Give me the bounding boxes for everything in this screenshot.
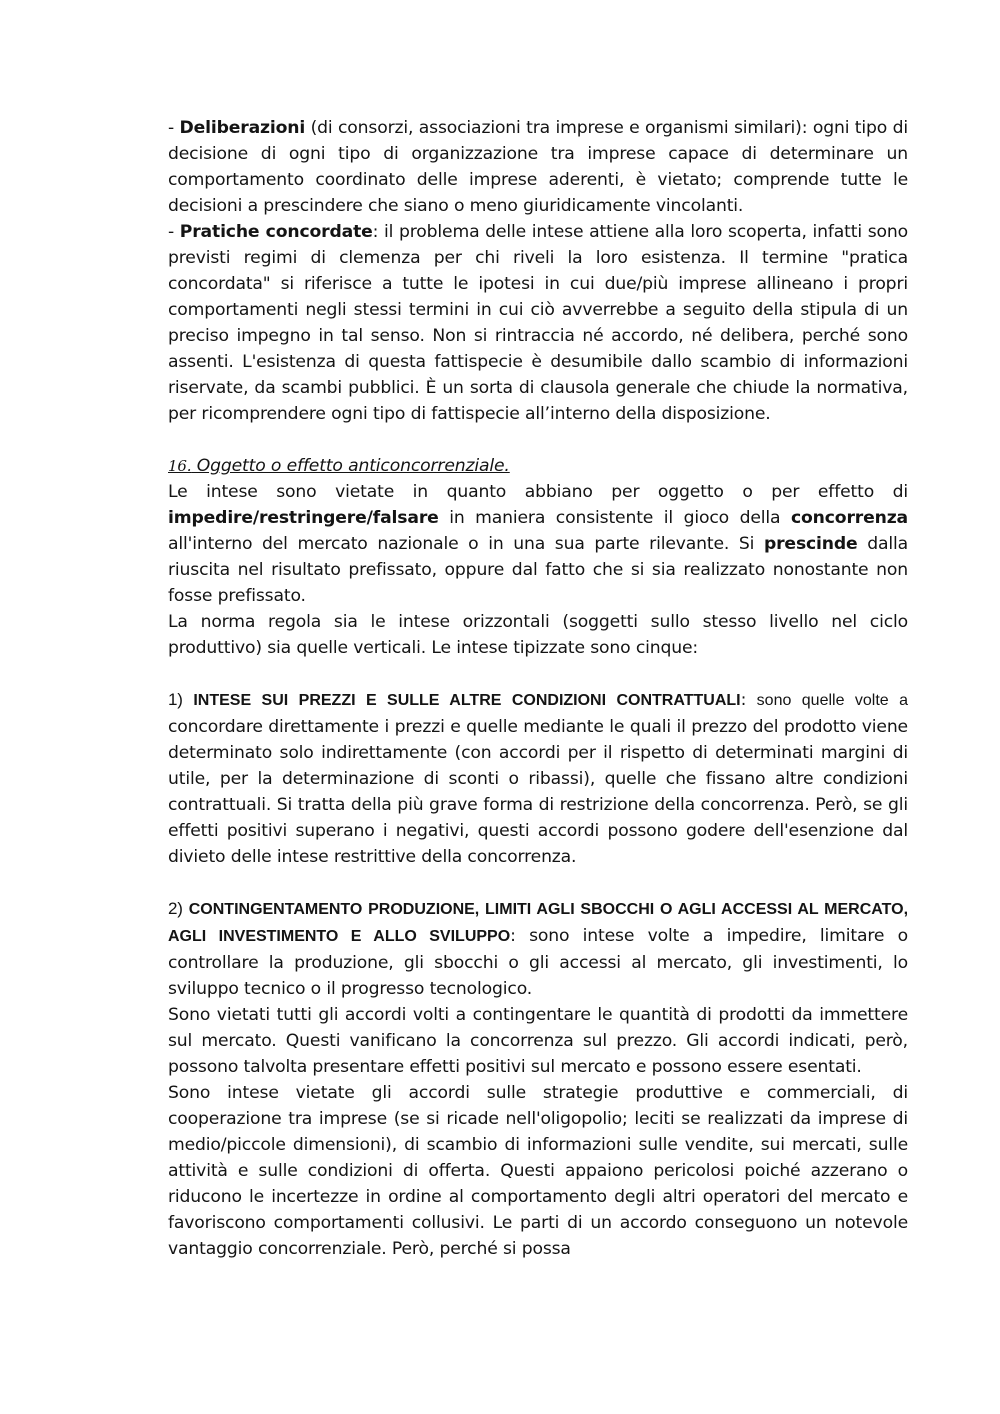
- paragraph-norma: La norma regola sia le intese orizzontali (soggetti sullo stesso livello nel ciclo produttivo) sia quelle verticali. Le intese tipizzate sono cinque:: [168, 612, 908, 658]
- term-pratiche-concordate: Pratiche concordate: [179, 222, 373, 242]
- spacer: [168, 427, 908, 453]
- spacer: [168, 661, 908, 687]
- spacer: [168, 870, 908, 896]
- list-item-1: 1) INTESE SUI PREZZI E SULLE ALTRE CONDIZIONI CONTRATTUALI: sono quelle volte a concordare direttamente i prezzi e quelle mediante le quali il prezzo del prodotto viene determinato solo indirettamente (con accordi per il rispetto di determinati margini di utile, per la determinazione di sconti o ribassi), quelle che fissano altre condizioni contrattuali. Si tratta della più grave forma di restrizione della concorrenza. Però, se gli effetti positivi superano i negativi, questi accordi possono godere dell'esenzione dal divieto delle intese restrittive della concorrenza.: [168, 690, 909, 867]
- document-page: [168, 115, 908, 1262]
- list-item-1-heading: INTESE SUI PREZZI E SULLE ALTRE CONDIZIONI CONTRATTUALI: [193, 692, 741, 709]
- paragraph-contingentare: Sono vietati tutti gli accordi volti a contingentare le quantità di prodotti da immettere sul mercato. Questi vanificano la concorrenza sul prezzo. Gli accordi indicati, però, possono talvolta presentare effetti positivi sul mercato e possono essere esentati.: [168, 1005, 908, 1077]
- paragraph-pratiche-concordate: - Pratiche concordate: il problema delle intese attiene alla loro scoperta, infatti sono previsti regimi di clemenza per chi riveli la loro esistenza. Il termine "pratica concordata" si riferisce a tutte le ipotesi in cui due/più imprese allineano i propri comportamenti negli stessi termini in cui ciò avverrebbe a seguito della stipula di un preciso impegno in tal senso. Non si rintraccia né accordo, né delibera, perché sono assenti. L'esistenza di questa fattispecie è desumibile dallo scambio di informazioni riservate, da scambi pubblici. È un sorta di clausola generale che chiude la normativa, per ricomprendere ogni tipo di fattispecie all’interno della disposizione.: [168, 222, 908, 424]
- section-title: Oggetto o effetto anticoncorrenziale.: [191, 456, 510, 476]
- term-deliberazioni: Deliberazioni: [179, 118, 306, 138]
- paragraph-strategie: Sono intese vietate gli accordi sulle strategie produttive e commerciali, di cooperazione tra imprese (se si ricade nell'oligopolio; leciti se realizzati da imprese di medio/piccole dimensioni), di scambio di informazioni sulle vendite, sui mercati, sulle attività e sulle condizioni di offerta. Questi appaiono pericolosi poiché azzerano o riducono le incertezze in ordine al comportamento degli altri operatori del mercato e favoriscono comportamenti collusivi. Le parti di un accordo conseguono un notevole vantaggio concorrenziale. Però, perché si possa: [168, 1083, 908, 1259]
- section-number: 16.: [168, 457, 192, 475]
- paragraph-intese-vietate: Le intese sono vietate in quanto abbiano per oggetto o per effetto di impedire/restringere/falsare in maniera consistente il gioco della concorrenza all'interno del mercato nazionale o in una sua parte rilevante. Si prescinde dalla riuscita nel risultato prefissato, oppure dal fatto che si sia realizzato nonostante non fosse prefissato.: [168, 482, 908, 606]
- list-item-2-heading: CONTINGENTAMENTO PRODUZIONE, LIMITI AGLI SBOCCHI O AGLI ACCESSI AL MERCATO, AGLI INVESTIMENTO E ALLO SVILUPPO: [168, 901, 909, 945]
- paragraph-deliberazioni: - Deliberazioni (di consorzi, associazioni tra imprese e organismi similari): ogni tipo di decisione di ogni tipo di organizzazione tra imprese capace di determinare un comportamento coordinato delle imprese aderenti, è vietato; comprende tutte le decisioni a prescindere che siano o meno giuridicamente vincolanti.: [168, 118, 908, 216]
- list-item-2: 2) CONTINGENTAMENTO PRODUZIONE, LIMITI AGLI SBOCCHI O AGLI ACCESSI AL MERCATO, AGLI INVESTIMENTO E ALLO SVILUPPO: sono intese volte a impedire, limitare o controllare la produzione, gli sbocchi o gli accessi al mercato, gli investimenti, lo sviluppo tecnico o il progresso tecnologico.: [168, 899, 909, 999]
- section-heading-16: [168, 453, 908, 479]
